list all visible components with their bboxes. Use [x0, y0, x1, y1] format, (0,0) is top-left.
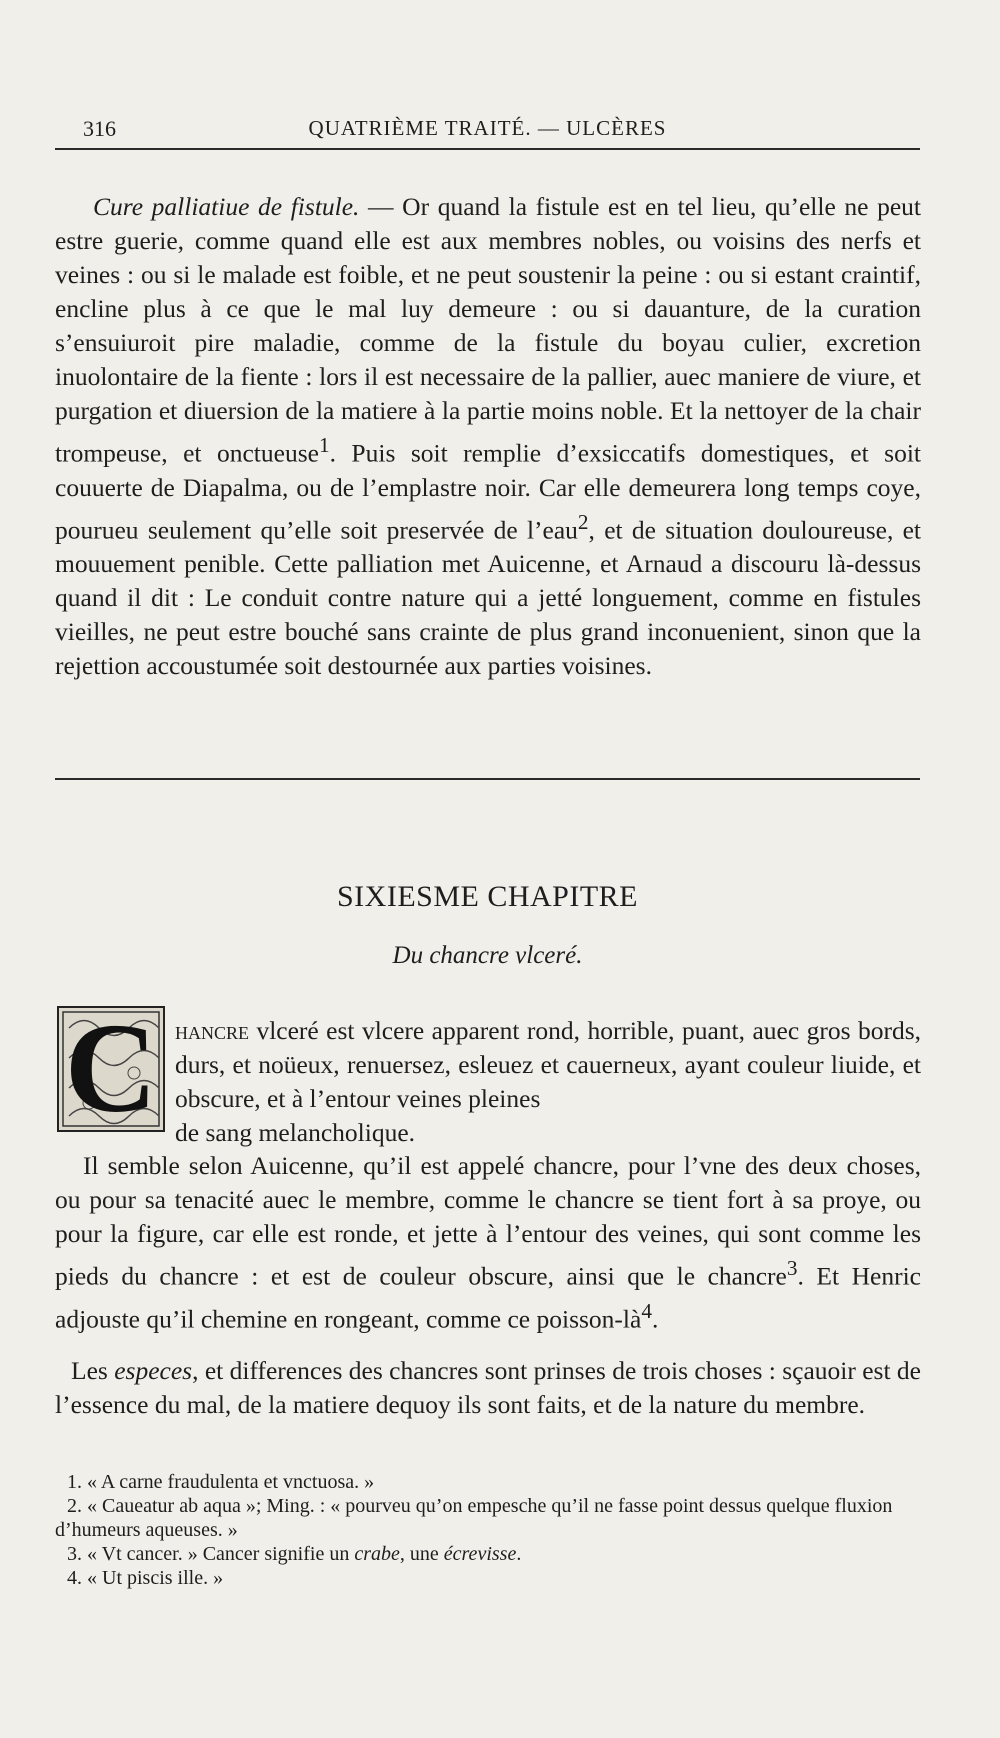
paragraph-definition-end: de sang melancholique.	[175, 1118, 416, 1147]
footnotes	[55, 1470, 921, 1590]
footnote-3	[55, 1542, 921, 1566]
paragraph-definition	[175, 1014, 921, 1116]
paragraph-text: Les	[71, 1356, 115, 1385]
ornamental-initial	[57, 997, 165, 1139]
paragraph-palliative-cure	[55, 190, 921, 683]
paragraph-text: vlceré est vlcere apparent rond, horrible, puant, auec gros bords, durs, et noüeux, renuersez, esleuez et cauerneux, ayant couleur liuide, et obscure, et à l’entour veines pleines	[175, 1016, 921, 1113]
page-header	[55, 108, 920, 150]
footnote-emphasis: crabe	[354, 1543, 400, 1565]
initial-letter: C	[64, 997, 158, 1139]
footnote-text: 3. « Vt cancer. » Cancer signifie un	[67, 1543, 355, 1565]
paragraph-text: Il semble selon Auicenne, qu’il est appelé chancre, pour l’vne des deux choses, ou pour sa tenacité auec le membre, comme le chancre se tient fort à sa proye, ou pour la figure, car elle est ronde, et jette à l’entour des veines, qui sont comme les pieds du chancre : et est de couleur obscure, ainsi que le chancre	[55, 1151, 921, 1291]
chapter-subtitle: Du chancre vlceré.	[392, 942, 583, 969]
paragraph-text: , et de situation douloureuse, et mouuement penible. Cette palliation met Auicenne, et Arnaud a discouru là-dessus quand il dit : Le conduit contre nature qui a jetté longuement, comme en fistules vieilles, ne peut estre bouché sans crainte de plus grand inconuenient, sinon que la rejettion accoustumée soit destournée aux parties voisines.	[55, 515, 921, 680]
footnote-ref: 2	[577, 509, 589, 534]
section-divider	[55, 778, 920, 780]
footnote-ref: 1	[318, 433, 330, 457]
footnote-1: 1. « A carne fraudulenta et vnctuosa. »	[67, 1471, 375, 1493]
paragraph-text: , et differences des chancres sont prinses de trois choses : sçauoir est de l’essence du mal, de la matiere dequoy ils sont faits, et de la nature du membre.	[55, 1356, 921, 1419]
paragraph-emphasis: especes	[114, 1356, 193, 1385]
paragraph-text: . Puis soit remplie d’exsiccatifs domestiques, et soit couuerte de Diapalma, ou de l’emplastre noir. Car elle demeurera long temps coye, pourueu seulement qu’elle soit preservée de l’eau	[55, 438, 921, 544]
paragraph-lead: Cure palliatiue de fistule.	[93, 192, 360, 221]
footnote-text: .	[516, 1543, 522, 1565]
smallcaps-text: hancre	[175, 1016, 250, 1045]
page-number: 316	[83, 116, 116, 141]
running-title: QUATRIÈME TRAITÉ. — ULCÈRES	[308, 116, 667, 140]
paragraph-species	[55, 1354, 921, 1422]
footnote-ref: 4	[641, 1298, 652, 1323]
footnote-ref: 3	[786, 1256, 798, 1280]
paragraph-text: — Or quand la fistule est en tel lieu, qu’elle ne peut estre guerie, comme quand elle est aux membres nobles, ou voisins des nerfs et veines : ou si le malade est foible, et ne peut soustenir la peine : ou si estant craintif, encline plus à ce que le mal luy demeure : ou si dauanture, de la curation s’ensuiuroit pire maladie, comme de la fistule du boyau culier, excretion inuolontaire de la fiente : lors il est necessaire de la pallier, auec maniere de viure, et purgation et diuersion de la matiere à la partie moins noble. Et la nettoyer de la chair trompeuse, et onctueuse	[55, 192, 921, 468]
chapter-title: SIXIESME CHAPITRE	[336, 880, 638, 913]
footnote-text: , une	[399, 1543, 444, 1565]
footnote-emphasis: écrevisse	[443, 1543, 517, 1565]
paragraph-text: . Et Henric adjouste qu’il chemine en rongeant, comme ce poisson-là	[55, 1261, 921, 1333]
paragraph-avicenna	[55, 1149, 921, 1336]
footnote-4: 4. « Ut piscis ille. »	[67, 1567, 224, 1589]
paragraph-text: .	[651, 1304, 659, 1333]
footnote-2: 2. « Caueatur ab aqua »; Ming. : « pourveu qu’on empesche qu’il ne fasse point dessus quelque fluxion d’humeurs aqueuses. »	[55, 1495, 893, 1541]
